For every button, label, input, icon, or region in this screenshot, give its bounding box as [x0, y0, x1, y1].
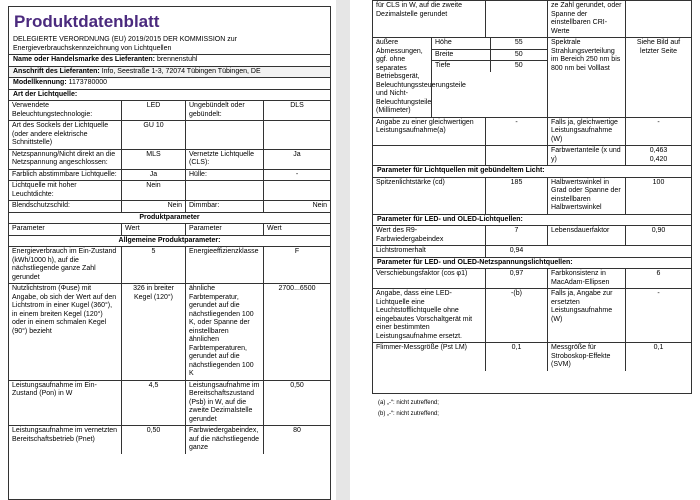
cell-value: 326 in breiter Kegel (120°) — [121, 284, 185, 380]
cell-param: Blendschutzschild: — [12, 202, 70, 209]
cell-value: LED — [121, 101, 185, 120]
replace-q-value: - — [625, 289, 691, 342]
chroma-x: 0,463 — [649, 147, 668, 154]
table-row — [9, 246, 330, 283]
lifetime-value: 0,90 — [625, 226, 691, 245]
equivalent-power-row — [373, 117, 691, 146]
cell-param: ze Zahl gerundet, oder Spanne der einstellbaren CRI-Werte — [547, 1, 625, 37]
supplier-address-label: Anschrift des Lieferanten: — [13, 67, 100, 75]
equiv-value: - — [485, 118, 547, 146]
cell-param: Farblich abstimmbare Lichtquelle: — [12, 170, 117, 178]
flicker-label: Flimmer-Messgröße (Pst LM) — [376, 344, 468, 351]
column-header-row — [9, 223, 330, 235]
spectral-value: Siehe Bild auf letzter Seite — [625, 38, 691, 117]
cell-value: MLS — [121, 150, 185, 169]
regulation-text: DELEGIERTE VERORDNUNG (EU) 2019/2015 DER KOMMISSION zur Energieverbrauchskennzeichnung von Lichtquellen — [13, 36, 237, 52]
dim-value: 50 — [490, 61, 548, 72]
macadam-label: Farbkonsistenz in MacAdam-Ellipsen — [547, 269, 625, 288]
strobo-label: Messgröße für Stroboskop-Effekte (SVM) — [547, 343, 625, 371]
strobo-value: 0,1 — [625, 343, 691, 371]
cell-param: Leistungsaufnahme im Ein-Zustand (Pon) in W — [12, 381, 97, 397]
datasheet-table-right — [372, 0, 692, 394]
table-row — [9, 425, 330, 454]
cell-value: Nein — [121, 201, 185, 212]
supplier-name-label: Name oder Handelsmarke des Lieferanten: — [13, 56, 155, 63]
mains-header: Parameter für LED- und OLED-Netzspannungslichtquellen: — [377, 258, 573, 266]
supplier-address-row — [9, 66, 330, 78]
table-row — [9, 120, 330, 149]
col-header-param: Parameter — [185, 224, 263, 235]
replace-value: -(b) — [485, 289, 547, 342]
cell-value: GU 10 — [121, 121, 185, 149]
outer-dim-row — [432, 38, 547, 49]
cell-param: Nutzlichtstrom (Φuse) mit Angabe, ob sich der Wert auf den Lichtstrom in einer Kugel (360°), in einem breiten Kegel (120°) oder in einem schmalen Kegel (90°) bezieht — [12, 285, 117, 335]
chroma-y: 0,420 — [649, 155, 668, 163]
cell-value: 80 — [263, 426, 330, 454]
r9-value: 7 — [485, 226, 547, 245]
table-row — [9, 180, 330, 200]
beam-label: Halbwertswinkel in Grad oder Spanne der einstellbaren Halbwertswinkel — [547, 178, 625, 214]
table-row — [9, 149, 330, 169]
led-header: Parameter für LED- und OLED-Lichtquellen: — [377, 215, 523, 223]
cell-param: Farbwiedergabeindex, auf die nächstliegende ganze — [185, 426, 263, 454]
equiv-q-label: Falls ja, gleichwertige Leistungsaufnahme (W) — [547, 118, 625, 146]
cell-param: Verwendete Beleuchtungstechnologie: — [12, 102, 93, 118]
cell-param: Ungebündelt oder gebündelt: — [185, 101, 263, 120]
peak-value: 185 — [485, 178, 547, 214]
outer-dim-row — [432, 60, 547, 72]
cosphi-row — [373, 268, 691, 288]
cell-param: Netzspannung/Nicht direkt an die Netzspannung angeschlossen: — [12, 150, 116, 166]
maint-label: Lichtstromerhalt — [376, 247, 426, 254]
cell-param — [185, 121, 263, 149]
cell-param: Lichtquelle mit hoher Leuchtdichte: — [12, 182, 77, 198]
cell-value: - — [263, 170, 330, 181]
product-params-header-row — [9, 212, 330, 224]
cell-param: Energieverbrauch im Ein-Zustand (kWh/1000 h), auf die nächstliegende ganze Zahl gerundet — [12, 248, 117, 281]
cell-value: Nein — [263, 201, 330, 212]
replacement-row — [373, 288, 691, 342]
general-params-header: Allgemeine Produktparameter: — [118, 236, 221, 244]
table-row — [9, 200, 330, 212]
cosphi-label: Verschiebungsfaktor (cos φ1) — [376, 270, 468, 277]
chroma-values — [625, 146, 691, 165]
cell-param: ähnliche Farbtemperatur, gerundet auf die nächstliegenden 100 K, oder Spanne der einstellbaren ähnlichen Farbtemperaturen, gerundet auf die nächstliegenden 100 K — [185, 284, 263, 380]
model-row — [9, 77, 330, 89]
cell-param — [185, 181, 263, 200]
table-row — [373, 1, 691, 37]
cell-value: 0,50 — [263, 381, 330, 426]
cell-value: F — [263, 247, 330, 283]
table-row — [9, 169, 330, 181]
cell-value: Ja — [263, 150, 330, 169]
directional-header: Parameter für Lichtquellen mit gebündeltem Licht: — [377, 167, 545, 174]
cell-value: 4,5 — [121, 381, 185, 426]
r9-label: Wert des R9-Farbwiedergabeindex — [376, 227, 444, 243]
chroma-label: Farbwertanteile (x und y) — [547, 146, 625, 165]
replace-q-label: Falls ja, Angabe zur ersetzten Leistungsaufnahme (W) — [547, 289, 625, 342]
chromaticity-row — [373, 145, 691, 165]
equiv-label: Angabe zu einer gleichwertigen Leistungsaufnahme(a) — [376, 118, 474, 134]
peak-intensity-row — [373, 177, 691, 214]
dim-name: Breite — [435, 50, 454, 58]
col-header-param: Parameter — [12, 225, 45, 232]
flicker-row — [373, 342, 691, 371]
cell-value: DLS — [263, 101, 330, 120]
supplier-name-row — [9, 54, 330, 66]
macadam-value: 6 — [625, 269, 691, 288]
peak-label: Spitzenlichtstärke (cd) — [376, 178, 445, 186]
cell-value: 2700...6500 — [263, 284, 330, 380]
datasheet-table-left — [8, 6, 331, 500]
cell-value — [263, 121, 330, 149]
cell-value — [625, 1, 691, 37]
mains-header-row — [373, 257, 691, 269]
page-title: Produktdatenblatt — [14, 12, 160, 31]
cell-value: 0,50 — [121, 426, 185, 454]
col-header-value: Wert — [121, 224, 185, 235]
col-header-value: Wert — [263, 224, 330, 235]
supplier-address-value: Info, Seestraße 1-3, 72074 Tübingen Tübingen, DE — [101, 67, 261, 75]
cell-value: 5 — [121, 247, 185, 283]
outer-dims-label: äußere Abmessungen, ggf. ohne separates Betriebsgerät, Beleuchtungssteuerungsteile und Nicht-Beleuchtungsteile (Millimeter) — [376, 39, 466, 114]
maint-value: 0,94 — [485, 246, 547, 257]
outer-dims-block — [431, 38, 547, 117]
cell-param: Hülle: — [185, 170, 263, 181]
lightsource-type-row — [9, 89, 330, 101]
footnote-b: (b) „-“: nicht zutreffend; — [378, 411, 439, 417]
beam-value: 100 — [625, 178, 691, 214]
cell-param: für CLS in W, auf die zweite Dezimalstelle gerundet — [376, 2, 462, 18]
table-row — [9, 100, 330, 120]
left-page — [0, 0, 336, 500]
dim-value: 55 — [490, 38, 548, 49]
table-row — [9, 380, 330, 426]
cell-value — [485, 1, 547, 37]
product-params-header: Produktparameter — [139, 213, 200, 221]
table-row — [9, 283, 330, 380]
cell-param: Dimmbar: — [185, 201, 263, 212]
cell-value: Ja — [121, 170, 185, 181]
cell-param: Energieeffizienzklasse — [185, 247, 263, 283]
dim-value: 50 — [490, 50, 548, 61]
outer-dim-row — [432, 49, 547, 61]
cell-param: Vernetzte Lichtquelle (CLS): — [185, 150, 263, 169]
footnote-a: (a) „-“: nicht zutreffend; — [378, 400, 439, 406]
replace-label: Angabe, dass eine LED-Lichtquelle eine Leuchtstofflichtquelle ohne eingebautes Vorschaltgerät mit einer bestimmten Leistungsaufnahme ersetzt. — [376, 290, 473, 340]
dim-name: Höhe — [435, 39, 452, 46]
lightsource-type-label: Art der Lichtquelle: — [13, 90, 78, 98]
spectral-label: Spektrale Strahlungsverteilung im Bereich 250 nm bis 800 nm bei Volllast — [547, 38, 625, 117]
lifetime-label: Lebensdauerfaktor — [547, 226, 625, 245]
dim-name: Tiefe — [435, 62, 451, 69]
supplier-name-value: brennenstuhl — [156, 56, 198, 63]
r9-row — [373, 225, 691, 245]
equiv-q-value: - — [625, 118, 691, 146]
general-params-header-row — [9, 235, 330, 247]
cell-param: Art des Sockels der Lichtquelle (oder andere elektrische Schnittstelle) — [12, 122, 109, 146]
page-gutter — [336, 0, 350, 500]
flicker-value: 0,1 — [485, 343, 547, 371]
outer-dims-row — [373, 37, 691, 117]
model-value: 1173780000 — [68, 79, 108, 86]
led-header-row — [373, 214, 691, 226]
directional-header-row — [373, 165, 691, 177]
maintenance-row — [373, 245, 691, 257]
cell-param: Leistungsaufnahme im Bereitschaftszustand (Psb) in W, auf die zweite Dezimalstelle gerundet — [185, 381, 263, 426]
cosphi-value: 0,97 — [485, 269, 547, 288]
cell-value — [263, 181, 330, 200]
model-label: Modellkennung: — [13, 79, 67, 86]
cell-param: Leistungsaufnahme im vernetzten Bereitschaftsbetrieb (Pnet) — [12, 427, 118, 443]
cell-value: Nein — [121, 181, 185, 200]
